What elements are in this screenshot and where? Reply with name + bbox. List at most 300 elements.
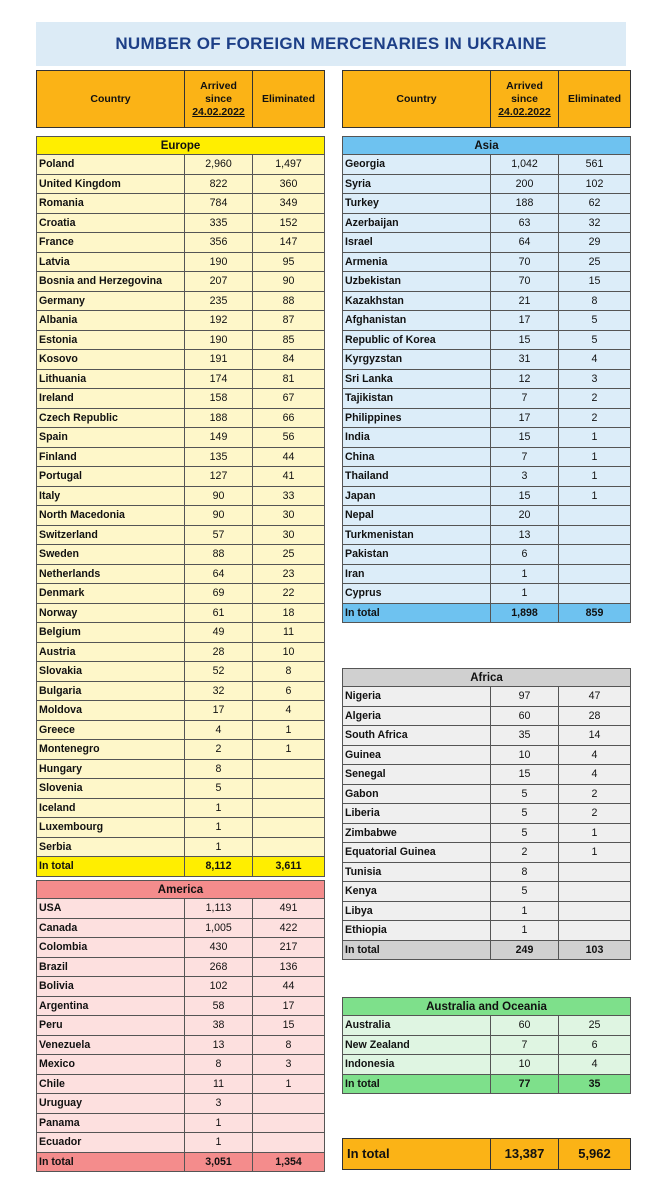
arrived-cell: 32 xyxy=(185,681,253,701)
country-cell: Kenya xyxy=(343,882,491,902)
arrived-cell: 8 xyxy=(185,759,253,779)
eliminated-cell: 5 xyxy=(559,330,631,350)
arrived-cell: 70 xyxy=(491,272,559,292)
arrived-cell: 38 xyxy=(185,1016,253,1036)
eliminated-cell: 4 xyxy=(559,745,631,765)
country-cell: Portugal xyxy=(37,467,185,487)
eliminated-cell: 23 xyxy=(253,564,325,584)
country-cell: Ireland xyxy=(37,389,185,409)
eliminated-cell: 15 xyxy=(253,1016,325,1036)
eliminated-cell xyxy=(559,545,631,565)
eliminated-cell: 136 xyxy=(253,957,325,977)
table-row xyxy=(343,901,631,921)
table-row xyxy=(343,706,631,726)
arrived-cell: 5 xyxy=(491,784,559,804)
table-row xyxy=(37,525,325,545)
country-cell: South Africa xyxy=(343,726,491,746)
eliminated-cell xyxy=(253,1113,325,1133)
table-row xyxy=(37,977,325,997)
country-cell: Nepal xyxy=(343,506,491,526)
country-cell: Spain xyxy=(37,428,185,448)
grand-total-label: In total xyxy=(343,1139,491,1170)
table-row xyxy=(37,506,325,526)
eliminated-cell xyxy=(253,1133,325,1153)
header-arrived xyxy=(491,71,559,128)
eliminated-cell: 4 xyxy=(559,765,631,785)
table-row xyxy=(37,545,325,565)
table-row xyxy=(343,467,631,487)
eliminated-cell: 11 xyxy=(253,623,325,643)
table-row xyxy=(37,194,325,214)
arrived-cell: 17 xyxy=(185,701,253,721)
arrived-cell: 5 xyxy=(491,882,559,902)
table-row xyxy=(343,804,631,824)
total-eliminated: 35 xyxy=(559,1074,631,1094)
total-eliminated: 859 xyxy=(559,603,631,623)
eliminated-cell: 88 xyxy=(253,291,325,311)
country-cell: Albania xyxy=(37,311,185,331)
arrived-cell: 6 xyxy=(491,545,559,565)
country-cell: Philippines xyxy=(343,408,491,428)
table-row xyxy=(343,765,631,785)
eliminated-cell: 25 xyxy=(253,545,325,565)
eliminated-cell: 2 xyxy=(559,389,631,409)
arrived-cell: 88 xyxy=(185,545,253,565)
arrived-cell: 200 xyxy=(491,174,559,194)
table-row xyxy=(343,389,631,409)
table-row xyxy=(343,584,631,604)
arrived-cell: 127 xyxy=(185,467,253,487)
eliminated-cell xyxy=(559,862,631,882)
eliminated-cell xyxy=(559,564,631,584)
total-label: In total xyxy=(343,1074,491,1094)
arrived-cell: 64 xyxy=(491,233,559,253)
eliminated-cell: 491 xyxy=(253,899,325,919)
arrived-cell: 1 xyxy=(185,798,253,818)
arrived-cell: 191 xyxy=(185,350,253,370)
eliminated-cell: 422 xyxy=(253,918,325,938)
country-cell: Turkey xyxy=(343,194,491,214)
country-cell: Finland xyxy=(37,447,185,467)
country-cell: Ecuador xyxy=(37,1133,185,1153)
table-row xyxy=(37,681,325,701)
header-country: Country xyxy=(343,71,491,128)
arrived-cell: 52 xyxy=(185,662,253,682)
country-cell: Pakistan xyxy=(343,545,491,565)
eliminated-cell xyxy=(253,798,325,818)
country-cell: Bosnia and Herzegovina xyxy=(37,272,185,292)
eliminated-cell xyxy=(559,921,631,941)
table-row xyxy=(37,252,325,272)
country-cell: Poland xyxy=(37,155,185,175)
country-cell: Lithuania xyxy=(37,369,185,389)
country-cell: Moldova xyxy=(37,701,185,721)
asia-table xyxy=(342,136,631,623)
eliminated-cell: 30 xyxy=(253,506,325,526)
eliminated-cell: 1 xyxy=(559,428,631,448)
arrived-cell: 1 xyxy=(185,1113,253,1133)
country-cell: Tunisia xyxy=(343,862,491,882)
eliminated-cell xyxy=(253,1094,325,1114)
arrived-cell: 2 xyxy=(185,740,253,760)
header-eliminated: Eliminated xyxy=(559,71,631,128)
arrived-cell: 28 xyxy=(185,642,253,662)
country-cell: Venezuela xyxy=(37,1035,185,1055)
country-cell: Canada xyxy=(37,918,185,938)
country-cell: Czech Republic xyxy=(37,408,185,428)
eliminated-cell: 1 xyxy=(253,740,325,760)
arrived-cell: 10 xyxy=(491,1055,559,1075)
header-left xyxy=(36,70,325,128)
table-row xyxy=(37,291,325,311)
country-cell: Sri Lanka xyxy=(343,369,491,389)
arrived-cell: 5 xyxy=(185,779,253,799)
country-cell: Norway xyxy=(37,603,185,623)
table-row xyxy=(37,1074,325,1094)
arrived-cell: 235 xyxy=(185,291,253,311)
table-row xyxy=(343,194,631,214)
arrived-cell: 64 xyxy=(185,564,253,584)
country-cell: Australia xyxy=(343,1016,491,1036)
arrived-cell: 1 xyxy=(185,837,253,857)
country-cell: Kosovo xyxy=(37,350,185,370)
eliminated-cell: 44 xyxy=(253,447,325,467)
header-arrived-line2: since xyxy=(511,92,538,105)
arrived-cell: 135 xyxy=(185,447,253,467)
eliminated-cell: 22 xyxy=(253,584,325,604)
table-row xyxy=(343,862,631,882)
eliminated-cell: 17 xyxy=(253,996,325,1016)
total-row xyxy=(343,940,631,960)
total-eliminated: 103 xyxy=(559,940,631,960)
total-arrived: 77 xyxy=(491,1074,559,1094)
country-cell: Colombia xyxy=(37,938,185,958)
eliminated-cell: 25 xyxy=(559,252,631,272)
group-caption: Australia and Oceania xyxy=(343,998,631,1016)
arrived-cell: 1,113 xyxy=(185,899,253,919)
arrived-cell: 70 xyxy=(491,252,559,272)
country-cell: Romania xyxy=(37,194,185,214)
grand-total-arrived: 13,387 xyxy=(491,1139,559,1170)
eliminated-cell xyxy=(253,759,325,779)
country-cell: Thailand xyxy=(343,467,491,487)
country-cell: Serbia xyxy=(37,837,185,857)
country-cell: Chile xyxy=(37,1074,185,1094)
group-caption: America xyxy=(37,881,325,899)
country-cell: Ethiopia xyxy=(343,921,491,941)
table-row xyxy=(343,843,631,863)
eliminated-cell xyxy=(253,779,325,799)
table-row xyxy=(343,745,631,765)
eliminated-cell: 217 xyxy=(253,938,325,958)
arrived-cell: 21 xyxy=(491,291,559,311)
eliminated-cell: 30 xyxy=(253,525,325,545)
table-row xyxy=(343,486,631,506)
arrived-cell: 10 xyxy=(491,745,559,765)
oceania-table xyxy=(342,997,631,1094)
arrived-cell: 149 xyxy=(185,428,253,448)
country-cell: Tajikistan xyxy=(343,389,491,409)
table-row xyxy=(343,311,631,331)
country-cell: Croatia xyxy=(37,213,185,233)
total-eliminated: 1,354 xyxy=(253,1152,325,1172)
table-row xyxy=(37,1094,325,1114)
arrived-cell: 3 xyxy=(491,467,559,487)
country-cell: Bolivia xyxy=(37,977,185,997)
eliminated-cell: 349 xyxy=(253,194,325,214)
arrived-cell: 57 xyxy=(185,525,253,545)
eliminated-cell: 87 xyxy=(253,311,325,331)
arrived-cell: 158 xyxy=(185,389,253,409)
group-caption: Europe xyxy=(37,137,325,155)
country-cell: India xyxy=(343,428,491,448)
eliminated-cell: 28 xyxy=(559,706,631,726)
eliminated-cell xyxy=(559,506,631,526)
eliminated-cell: 1 xyxy=(559,823,631,843)
table-row xyxy=(343,506,631,526)
table-row xyxy=(37,759,325,779)
eliminated-cell: 66 xyxy=(253,408,325,428)
total-arrived: 249 xyxy=(491,940,559,960)
total-eliminated: 3,611 xyxy=(253,857,325,877)
country-cell: Kazakhstan xyxy=(343,291,491,311)
arrived-cell: 268 xyxy=(185,957,253,977)
eliminated-cell: 3 xyxy=(253,1055,325,1075)
arrived-cell: 5 xyxy=(491,823,559,843)
africa-table xyxy=(342,668,631,960)
table-row xyxy=(37,1055,325,1075)
table-row xyxy=(37,389,325,409)
country-cell: Mexico xyxy=(37,1055,185,1075)
country-cell: Japan xyxy=(343,486,491,506)
table-row xyxy=(343,525,631,545)
country-cell: Algeria xyxy=(343,706,491,726)
country-cell: Hungary xyxy=(37,759,185,779)
country-cell: Armenia xyxy=(343,252,491,272)
table-row xyxy=(37,740,325,760)
country-cell: Gabon xyxy=(343,784,491,804)
eliminated-cell: 3 xyxy=(559,369,631,389)
country-cell: Austria xyxy=(37,642,185,662)
country-cell: Panama xyxy=(37,1113,185,1133)
table-row xyxy=(37,564,325,584)
arrived-cell: 2 xyxy=(491,843,559,863)
table-row xyxy=(37,918,325,938)
country-cell: Libya xyxy=(343,901,491,921)
table-row xyxy=(37,642,325,662)
eliminated-cell: 29 xyxy=(559,233,631,253)
country-cell: Switzerland xyxy=(37,525,185,545)
table-row xyxy=(37,174,325,194)
table-row xyxy=(343,1016,631,1036)
eliminated-cell: 1 xyxy=(559,447,631,467)
arrived-cell: 430 xyxy=(185,938,253,958)
table-row xyxy=(37,996,325,1016)
group-caption: Asia xyxy=(343,137,631,155)
arrived-cell: 63 xyxy=(491,213,559,233)
eliminated-cell: 1 xyxy=(559,843,631,863)
arrived-cell: 784 xyxy=(185,194,253,214)
table-row xyxy=(343,447,631,467)
eliminated-cell: 360 xyxy=(253,174,325,194)
table-row xyxy=(343,726,631,746)
table-row xyxy=(37,330,325,350)
total-label: In total xyxy=(37,1152,185,1172)
eliminated-cell: 90 xyxy=(253,272,325,292)
eliminated-cell: 1,497 xyxy=(253,155,325,175)
arrived-cell: 61 xyxy=(185,603,253,623)
table-row xyxy=(37,701,325,721)
country-cell: Peru xyxy=(37,1016,185,1036)
arrived-cell: 356 xyxy=(185,233,253,253)
grand-total-eliminated: 5,962 xyxy=(559,1139,631,1170)
total-row xyxy=(343,603,631,623)
eliminated-cell: 561 xyxy=(559,155,631,175)
table-row xyxy=(343,369,631,389)
arrived-cell: 822 xyxy=(185,174,253,194)
eliminated-cell: 6 xyxy=(253,681,325,701)
country-cell: France xyxy=(37,233,185,253)
table-row xyxy=(37,603,325,623)
arrived-cell: 35 xyxy=(491,726,559,746)
country-cell: Uzbekistan xyxy=(343,272,491,292)
arrived-cell: 192 xyxy=(185,311,253,331)
arrived-cell: 1 xyxy=(491,584,559,604)
total-arrived: 1,898 xyxy=(491,603,559,623)
table-row xyxy=(37,1035,325,1055)
arrived-cell: 17 xyxy=(491,311,559,331)
group-caption: Africa xyxy=(343,669,631,687)
eliminated-cell: 1 xyxy=(253,720,325,740)
table-row xyxy=(37,779,325,799)
total-row xyxy=(37,857,325,877)
arrived-cell: 31 xyxy=(491,350,559,370)
arrived-cell: 4 xyxy=(185,720,253,740)
europe-table xyxy=(36,136,325,877)
country-cell: New Zealand xyxy=(343,1035,491,1055)
table-row xyxy=(343,564,631,584)
eliminated-cell: 67 xyxy=(253,389,325,409)
table-row xyxy=(343,272,631,292)
arrived-cell: 12 xyxy=(491,369,559,389)
eliminated-cell: 84 xyxy=(253,350,325,370)
header-arrived-line3: 24.02.2022 xyxy=(498,105,551,118)
arrived-cell: 15 xyxy=(491,330,559,350)
table-row xyxy=(343,1055,631,1075)
total-label: In total xyxy=(343,603,491,623)
header-arrived-line2: since xyxy=(205,92,232,105)
arrived-cell: 1 xyxy=(491,921,559,941)
arrived-cell: 8 xyxy=(185,1055,253,1075)
eliminated-cell xyxy=(253,818,325,838)
country-cell: Israel xyxy=(343,233,491,253)
table-row xyxy=(343,155,631,175)
table-row xyxy=(343,784,631,804)
eliminated-cell: 41 xyxy=(253,467,325,487)
table-row xyxy=(37,213,325,233)
eliminated-cell xyxy=(559,525,631,545)
eliminated-cell: 32 xyxy=(559,213,631,233)
country-cell: Senegal xyxy=(343,765,491,785)
arrived-cell: 188 xyxy=(185,408,253,428)
table-row xyxy=(343,350,631,370)
table-row xyxy=(37,311,325,331)
table-row xyxy=(37,957,325,977)
eliminated-cell: 44 xyxy=(253,977,325,997)
country-cell: Kyrgyzstan xyxy=(343,350,491,370)
arrived-cell: 2,960 xyxy=(185,155,253,175)
arrived-cell: 60 xyxy=(491,1016,559,1036)
country-cell: Belgium xyxy=(37,623,185,643)
country-cell: Latvia xyxy=(37,252,185,272)
country-cell: USA xyxy=(37,899,185,919)
table-row xyxy=(343,882,631,902)
table-row xyxy=(37,369,325,389)
arrived-cell: 3 xyxy=(185,1094,253,1114)
arrived-cell: 49 xyxy=(185,623,253,643)
country-cell: Turkmenistan xyxy=(343,525,491,545)
total-arrived: 8,112 xyxy=(185,857,253,877)
country-cell: Montenegro xyxy=(37,740,185,760)
country-cell: Liberia xyxy=(343,804,491,824)
table-row xyxy=(37,428,325,448)
eliminated-cell: 4 xyxy=(559,350,631,370)
arrived-cell: 15 xyxy=(491,765,559,785)
table-row xyxy=(343,921,631,941)
eliminated-cell: 2 xyxy=(559,804,631,824)
country-cell: Cyprus xyxy=(343,584,491,604)
eliminated-cell: 85 xyxy=(253,330,325,350)
arrived-cell: 90 xyxy=(185,506,253,526)
arrived-cell: 1,005 xyxy=(185,918,253,938)
eliminated-cell: 8 xyxy=(253,1035,325,1055)
eliminated-cell: 5 xyxy=(559,311,631,331)
eliminated-cell: 33 xyxy=(253,486,325,506)
country-cell: Denmark xyxy=(37,584,185,604)
arrived-cell: 7 xyxy=(491,389,559,409)
country-cell: Luxembourg xyxy=(37,818,185,838)
header-arrived-line3: 24.02.2022 xyxy=(192,105,245,118)
arrived-cell: 11 xyxy=(185,1074,253,1094)
table-row xyxy=(343,233,631,253)
eliminated-cell xyxy=(253,837,325,857)
arrived-cell: 207 xyxy=(185,272,253,292)
arrived-cell: 1 xyxy=(185,818,253,838)
table-row xyxy=(37,837,325,857)
table-row xyxy=(343,252,631,272)
country-cell: North Macedonia xyxy=(37,506,185,526)
eliminated-cell: 81 xyxy=(253,369,325,389)
arrived-cell: 1 xyxy=(185,1133,253,1153)
arrived-cell: 190 xyxy=(185,252,253,272)
arrived-cell: 58 xyxy=(185,996,253,1016)
eliminated-cell: 4 xyxy=(559,1055,631,1075)
table-row xyxy=(343,1035,631,1055)
arrived-cell: 8 xyxy=(491,862,559,882)
arrived-cell: 1,042 xyxy=(491,155,559,175)
header-country: Country xyxy=(37,71,185,128)
table-row xyxy=(37,720,325,740)
country-cell: Bulgaria xyxy=(37,681,185,701)
country-cell: Greece xyxy=(37,720,185,740)
country-cell: Italy xyxy=(37,486,185,506)
arrived-cell: 335 xyxy=(185,213,253,233)
table-row xyxy=(343,545,631,565)
arrived-cell: 15 xyxy=(491,486,559,506)
table-row xyxy=(343,213,631,233)
arrived-cell: 97 xyxy=(491,687,559,707)
arrived-cell: 69 xyxy=(185,584,253,604)
